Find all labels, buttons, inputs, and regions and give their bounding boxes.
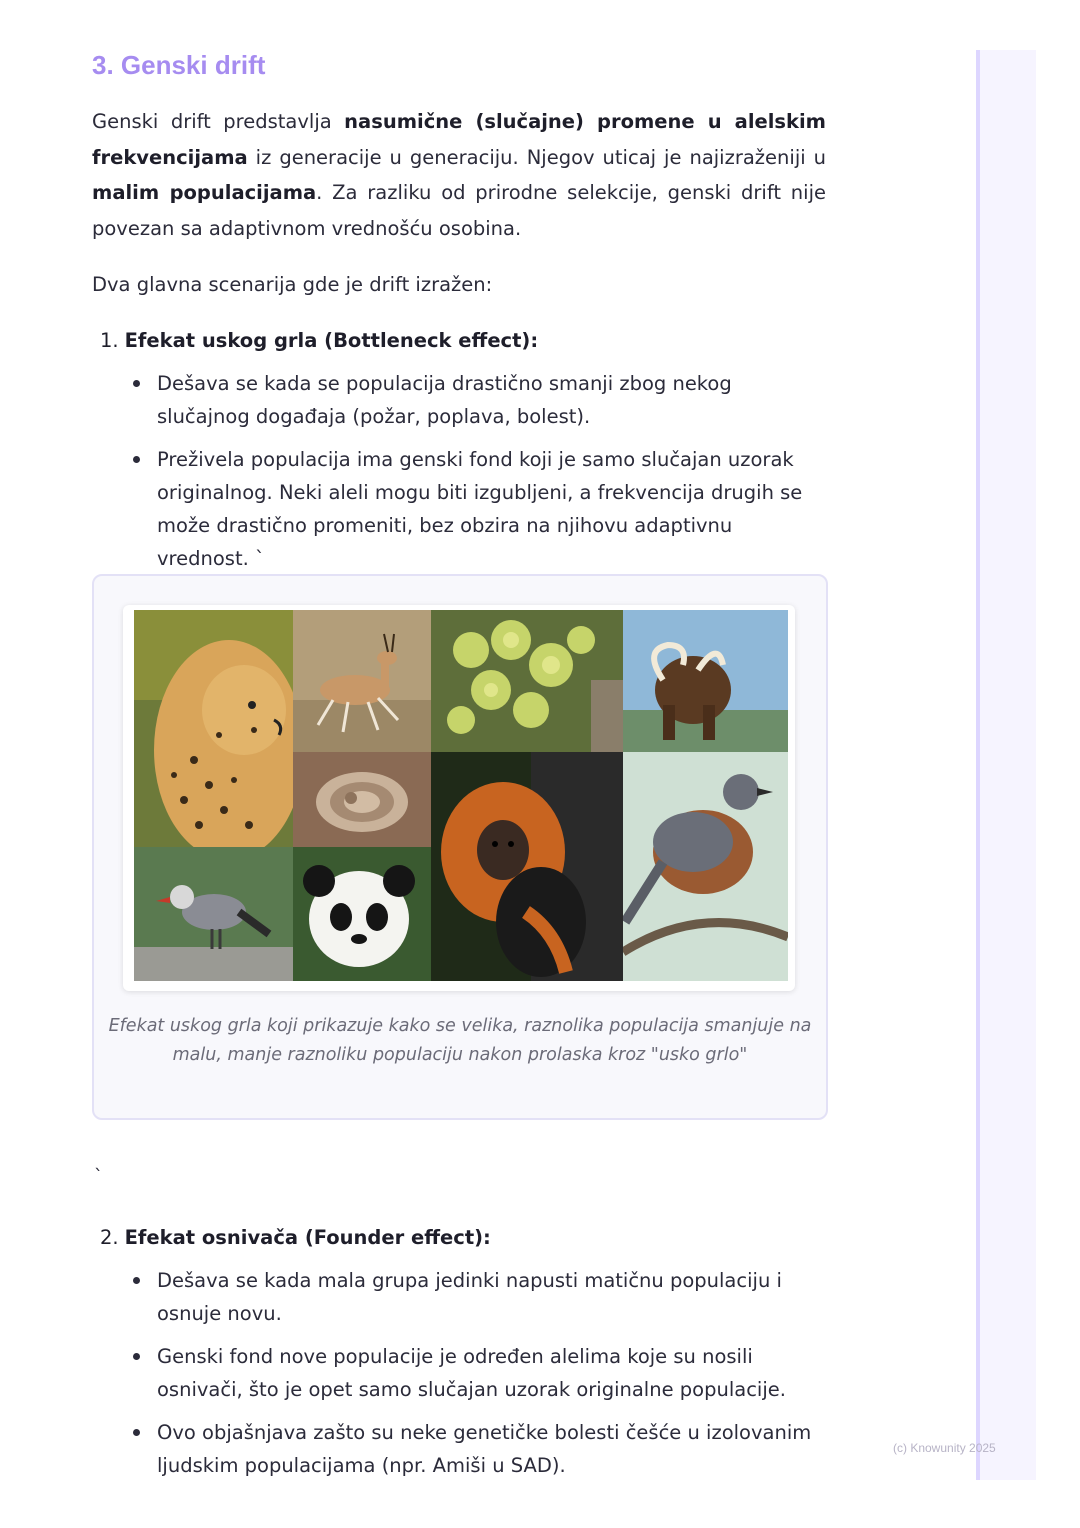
founder-section bbox=[100, 1221, 826, 1482]
passenger-pigeon-photo bbox=[623, 752, 788, 981]
endangered-species-collage bbox=[123, 605, 795, 991]
bullet-icon bbox=[133, 380, 140, 387]
stray-backtick: ` bbox=[94, 1166, 103, 1187]
side-margin-bar bbox=[976, 50, 1036, 1480]
bullet-icon bbox=[133, 1353, 140, 1360]
copyright-watermark: (c) Knowunity 2025 bbox=[893, 1441, 996, 1455]
woolly-mammoth-photo bbox=[623, 610, 788, 752]
list-item-heading: 2. Efekat osnivača (Founder effect): bbox=[100, 1226, 491, 1249]
section-heading: 3. Genski drift bbox=[92, 50, 266, 80]
golden-lion-tamarin-photo bbox=[431, 752, 623, 981]
scenarios-lead: Dva glavna scenarija gde je drift izražen: bbox=[92, 273, 493, 296]
seagull-photo bbox=[134, 847, 293, 981]
rattlesnake-photo bbox=[293, 752, 431, 847]
bullet-item: Ovo objašnjava zašto su neke genetičke bolesti češće u izolovanim ljudskim populacijama (npr. Amiši u SAD). bbox=[100, 1416, 826, 1482]
figure-card bbox=[92, 574, 828, 1120]
figure-caption: Efekat uskog grla koji prikazuje kako se velika, raznolika populacija smanjuje na malu, manje raznoliku populaciju nakon prolaska kroz "usko grlo" bbox=[108, 1016, 812, 1065]
bullet-item: Genski fond nove populacije je određen alelima koje su nosili osnivači, što je opet samo slučajan uzorak originalne populacije. bbox=[100, 1340, 826, 1406]
bullet-icon bbox=[133, 1277, 140, 1284]
bullet-icon bbox=[133, 1429, 140, 1436]
cheetah-photo bbox=[134, 610, 293, 847]
intro-paragraph: Genski drift predstavlja nasumične (slučajne) promene u alelskim frekvencijama iz generacije u generaciju. Njegov uticaj je najizraženiji u malim populacijama. Za razliku od prirodne selekcije, genski drift nije povezan sa adaptivnom vrednošću osobina. bbox=[92, 110, 826, 240]
bullet-item: Dešava se kada se populacija drastično smanji zbog nekog slučajnog događaja (požar, poplava, bolest). bbox=[100, 367, 826, 433]
list-item-heading: 1. Efekat uskog grla (Bottleneck effect): bbox=[100, 329, 539, 352]
bullet-item: Preživela populacija ima genski fond koji je samo slučajan uzorak originalnog. Neki aleli mogu biti izgubljeni, a frekvencija drugih se može drastično promeniti, bez obzira na njihovu adaptivnu vrednost. ` bbox=[100, 443, 826, 575]
gazelle-photo bbox=[293, 610, 431, 752]
yellow-flowering-plant-photo bbox=[431, 610, 623, 752]
giant-panda-photo bbox=[293, 847, 431, 981]
bullet-icon bbox=[133, 456, 140, 463]
bottleneck-section bbox=[100, 324, 826, 575]
bullet-item: Dešava se kada mala grupa jedinki napusti matičnu populaciju i osnuje novu. bbox=[100, 1264, 826, 1330]
